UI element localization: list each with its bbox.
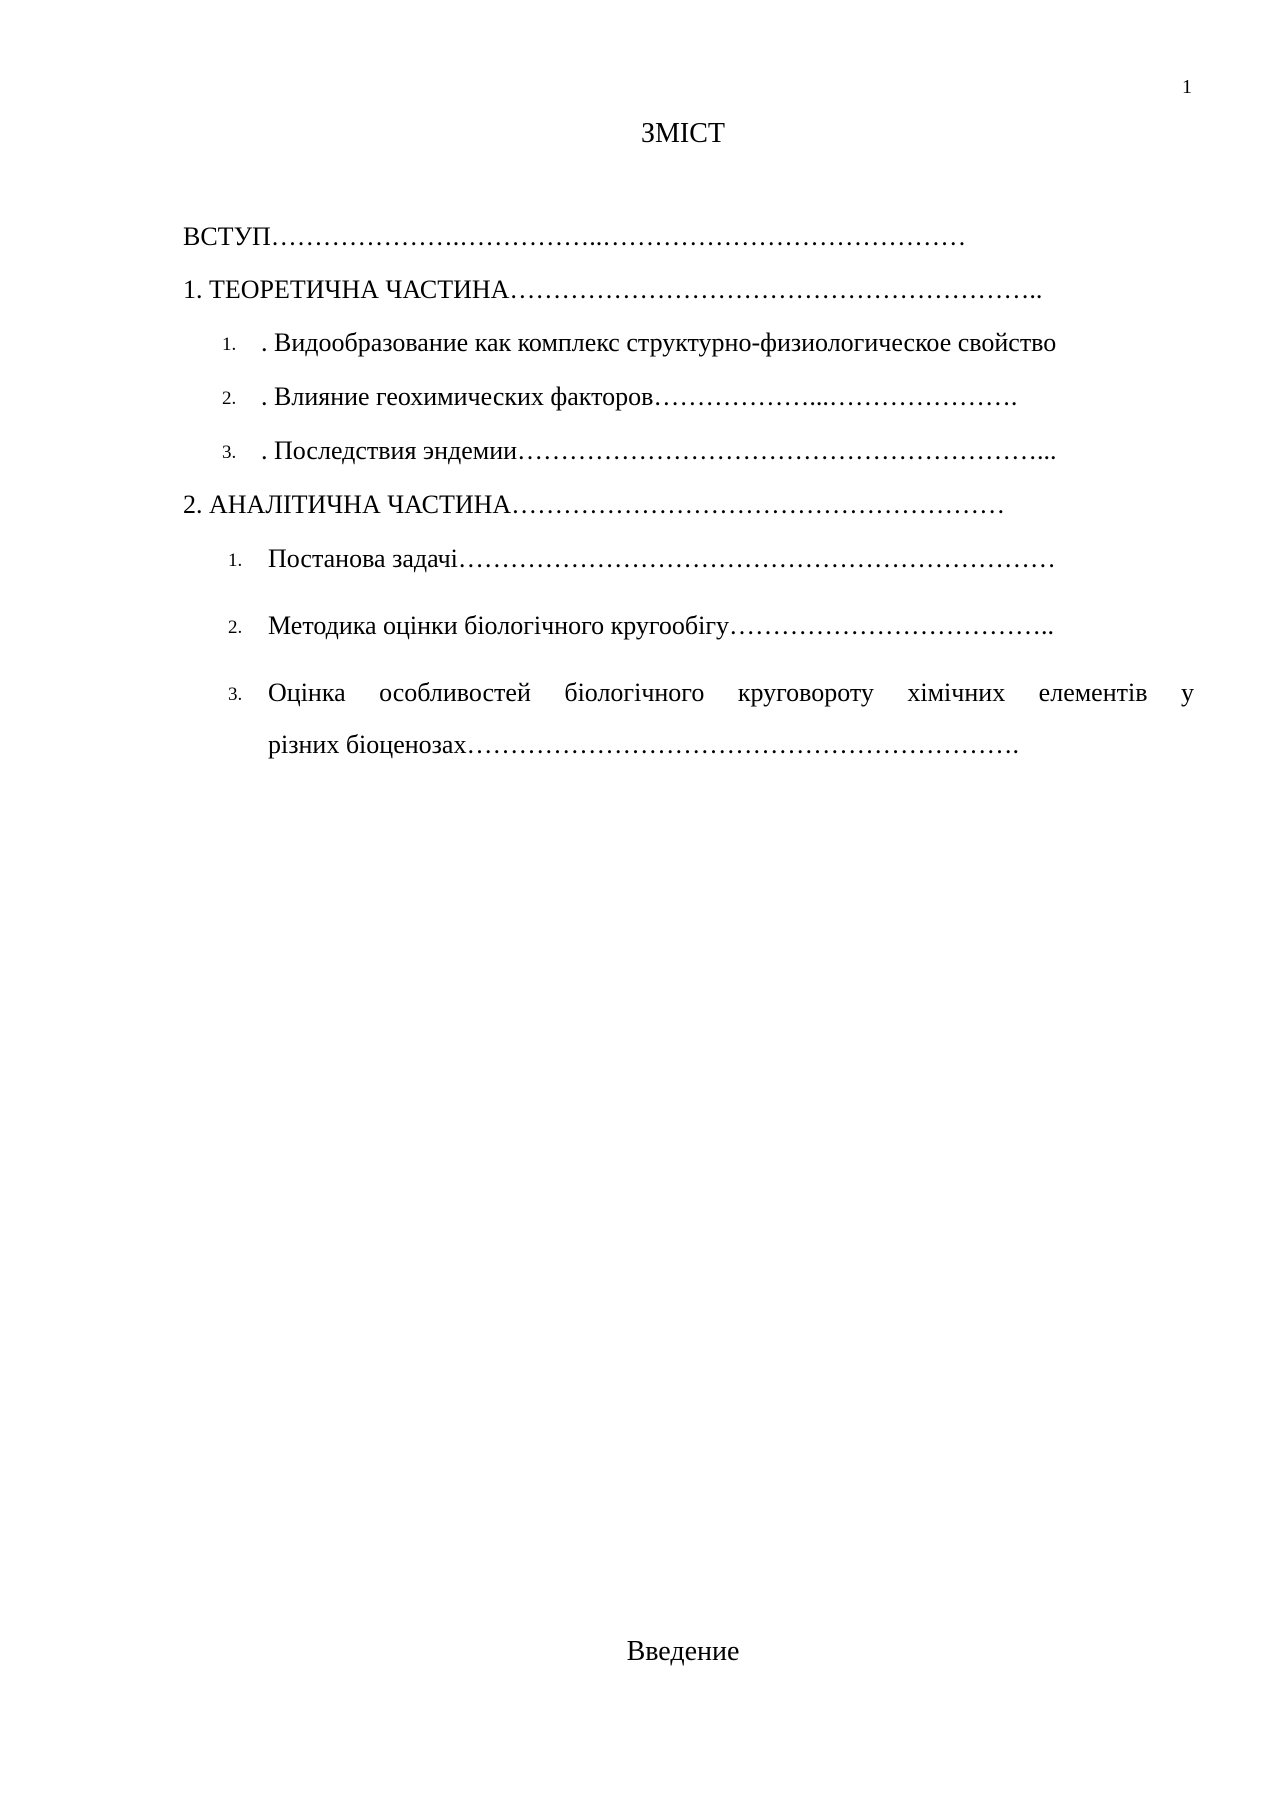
toc-subentry-2-3-line-1: Оцінка особливостей біологічного круговороту хімічних елементів у xyxy=(268,678,1194,707)
toc-title: ЗМІСТ xyxy=(640,118,726,149)
page-number: 1 xyxy=(1182,76,1192,98)
introduction-heading: Введение xyxy=(626,1636,740,1667)
toc-subentry-1-3: . Последствия эндемии……………………………………………………... xyxy=(261,436,1057,465)
toc-subentry-1-1-number: 1. xyxy=(222,334,237,355)
toc-subentry-2-2-number: 2. xyxy=(228,617,243,638)
toc-subentry-2-3-line-2: різних біоценозах………………………………………………………. xyxy=(268,730,1019,759)
toc-entry-section-2: 2. АНАЛІТИЧНА ЧАСТИНА………………………………………………… xyxy=(183,490,1006,519)
toc-subentry-1-2-number: 2. xyxy=(222,388,237,409)
toc-subentry-2-1: Постанова задачі…………………………………………………………… xyxy=(268,544,1056,573)
toc-subentry-2-1-number: 1. xyxy=(228,550,243,571)
toc-subentry-2-3-number: 3. xyxy=(228,684,243,705)
toc-subentry-1-2: . Влияние геохимических факторов………………...…………………. xyxy=(261,382,1018,411)
toc-subentry-1-1: . Видообразование как комплекс структурно-физиологическое свойство xyxy=(261,328,1057,357)
toc-subentry-2-2: Методика оцінки біологічного кругообігу……………………………….. xyxy=(268,611,1055,640)
toc-entry-section-1: 1. ТЕОРЕТИЧНА ЧАСТИНА…………………………………………………….. xyxy=(183,275,1043,304)
toc-entry-intro: ВСТУП………………….……………..…………………………………… xyxy=(183,222,967,251)
toc-subentry-1-3-number: 3. xyxy=(222,442,237,463)
